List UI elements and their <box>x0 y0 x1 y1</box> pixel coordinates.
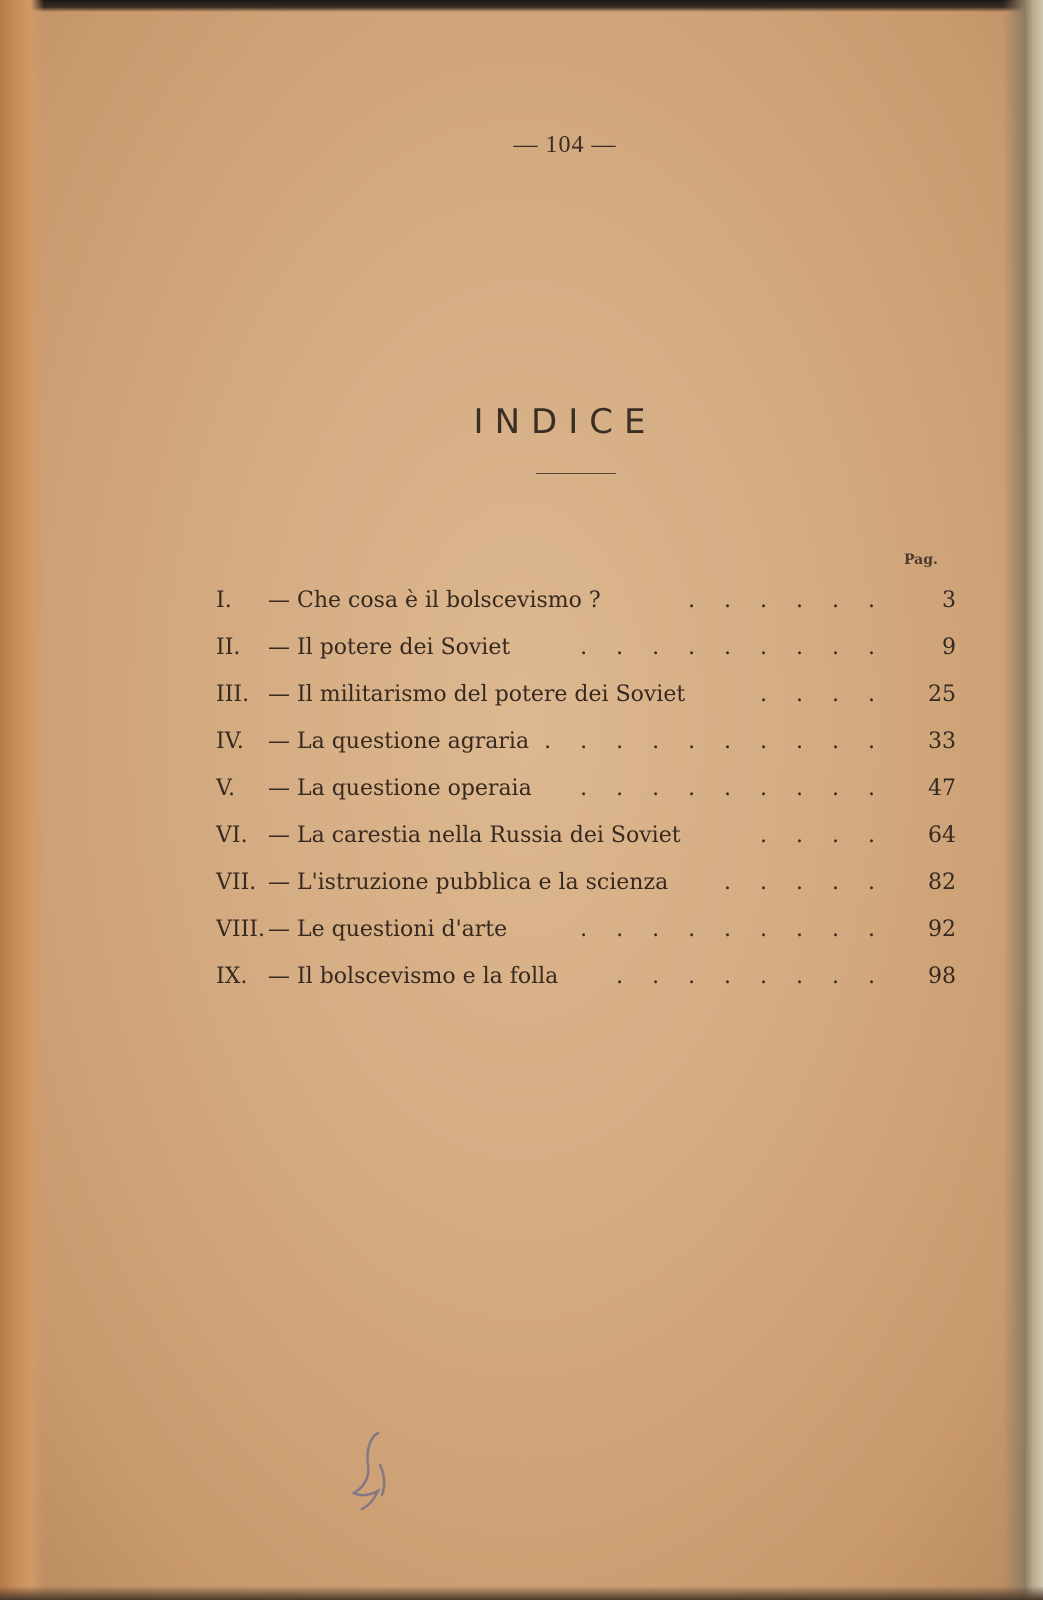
toc-entry <box>216 964 956 1011</box>
chapter-page: 98 <box>928 964 956 989</box>
chapter-number: I. <box>216 588 232 613</box>
leader-dots: . . . . . . . . <box>616 964 886 989</box>
chapter-page: 47 <box>928 776 956 801</box>
table-of-contents <box>216 588 956 1011</box>
toc-entry <box>216 729 956 776</box>
title-underline <box>536 473 616 474</box>
chapter-title: — La carestia nella Russia dei Soviet <box>268 823 681 848</box>
chapter-number: III. <box>216 682 250 707</box>
chapter-title: — Che cosa è il bolscevismo ? <box>268 588 601 613</box>
page-right-edge <box>1003 0 1043 1600</box>
handwritten-mark <box>340 1425 400 1515</box>
toc-entry <box>216 823 956 870</box>
leader-dots: . . . . . . . . . <box>580 635 886 660</box>
chapter-title: — L'istruzione pubblica e la scienza <box>268 870 669 895</box>
chapter-page: 25 <box>928 682 956 707</box>
leader-dots: . . . . . . . . . <box>580 917 886 942</box>
chapter-page: 33 <box>928 729 956 754</box>
chapter-title: — La questione operaia <box>268 776 532 801</box>
chapter-page: 82 <box>928 870 956 895</box>
toc-entry <box>216 917 956 964</box>
page-left-edge <box>0 0 44 1600</box>
toc-entry <box>216 635 956 682</box>
chapter-title: — Le questioni d'arte <box>268 917 508 942</box>
chapter-number: IV. <box>216 729 244 754</box>
leader-dots: . . . . <box>760 682 886 707</box>
chapter-title: — Il militarismo del potere dei Soviet <box>268 682 686 707</box>
leader-dots: . . . . . . . . . . <box>544 729 886 754</box>
chapter-number: VI. <box>216 823 248 848</box>
chapter-page: 3 <box>942 588 956 613</box>
toc-entry <box>216 870 956 917</box>
chapter-number: VII. <box>216 870 257 895</box>
leader-dots: . . . . . . . . . <box>580 776 886 801</box>
index-title: INDICE <box>473 402 657 442</box>
chapter-page: 64 <box>928 823 956 848</box>
chapter-number: VIII. <box>216 917 265 942</box>
toc-entry <box>216 776 956 823</box>
page-top-edge <box>0 0 1043 12</box>
leader-dots: . . . . . . <box>688 588 886 613</box>
chapter-title: — Il potere dei Soviet <box>268 635 511 660</box>
leader-dots: . . . . <box>760 823 886 848</box>
chapter-number: IX. <box>216 964 248 989</box>
chapter-title: — Il bolscevismo e la folla <box>268 964 559 989</box>
chapter-number: II. <box>216 635 241 660</box>
page-number: — 104 — <box>513 132 617 158</box>
toc-entry <box>216 588 956 635</box>
chapter-page: 9 <box>942 635 956 660</box>
toc-entry <box>216 682 956 729</box>
page-bottom-edge <box>0 1586 1043 1600</box>
chapter-title: — La questione agraria <box>268 729 530 754</box>
chapter-page: 92 <box>928 917 956 942</box>
chapter-number: V. <box>216 776 236 801</box>
leader-dots: . . . . . <box>724 870 886 895</box>
page-column-label: Pag. <box>904 552 938 568</box>
